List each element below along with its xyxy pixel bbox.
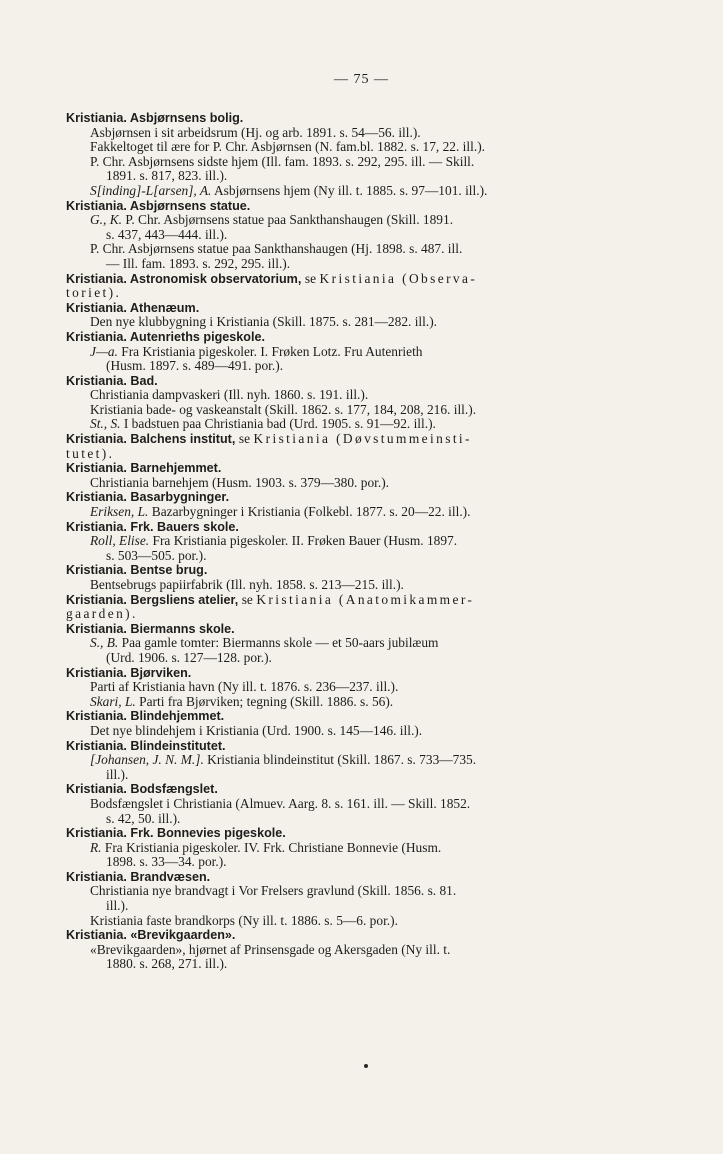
reference-entry: [66, 505, 632, 520]
reference-entry: [66, 403, 632, 418]
reference-author: Eriksen, L.: [90, 504, 149, 520]
heading-text: Kristiania. Astronomisk observatorium,: [66, 271, 302, 286]
see-word: se: [304, 270, 317, 286]
heading-text: Kristiania. Bergsliens atelier,: [66, 592, 239, 607]
entry-heading: [66, 111, 632, 126]
reference-entry: [66, 914, 632, 929]
entry-heading: [66, 928, 632, 943]
reference-entry: [66, 345, 632, 374]
reference-entry: [66, 943, 632, 972]
entry-heading: [66, 432, 632, 461]
reference-text-cont: (Urd. 1906. s. 127—128. por.).: [106, 649, 272, 665]
reference-entry: [66, 841, 632, 870]
reference-entry: [66, 315, 632, 330]
heading-text: Kristiania. Bjørviken.: [66, 665, 192, 680]
entry-heading: [66, 593, 632, 622]
reference-text: Bentsebrugs papiirfabrik (Ill. nyh. 1858. s. 213—215. ill.).: [90, 577, 404, 592]
reference-entry: [66, 155, 632, 184]
reference-text: Parti fra Bjørviken; tegning (Skill. 1886. s. 56).: [139, 693, 394, 709]
entry-heading: [66, 666, 632, 681]
index-entries: [66, 111, 632, 972]
reference-author: J—a.: [90, 343, 118, 359]
reference-text: I badstuen paa Christiania bad (Urd. 1905. s. 91—92. ill.).: [123, 416, 436, 432]
see-reference: Kristiania (Observa-: [319, 270, 478, 286]
reference-text: Fra Kristiania pigeskoler. IV. Frk. Christiane Bonnevie (Husm.: [104, 839, 442, 855]
see-reference-cont: toriet).: [66, 285, 122, 301]
reference-text: Bazarbygninger i Kristiania (Folkebl. 1877. s. 20—22. ill.).: [151, 504, 471, 520]
reference-entry: [66, 476, 632, 491]
reference-text: Christiania barnehjem (Husm. 1903. s. 379—380. por.).: [90, 474, 390, 490]
entry-heading: [66, 301, 632, 316]
entry-heading: [66, 199, 632, 214]
reference-entry: [66, 534, 632, 563]
heading-text: Kristiania. Brandvæsen.: [66, 869, 211, 884]
see-reference-cont: tutet).: [66, 445, 115, 461]
reference-entry: [66, 242, 632, 271]
reference-text-cont: ill.).: [106, 766, 129, 782]
reference-entry: [66, 213, 632, 242]
entry-heading: [66, 520, 632, 535]
reference-author: G., K.: [90, 212, 122, 228]
ink-dot: [364, 1064, 368, 1068]
reference-text: Fakkeltoget til ære for P. Chr. Asbjørnsen (N. fam.bl. 1882. s. 17, 22. ill.).: [90, 139, 485, 155]
reference-text: Christiania dampvaskeri (Ill. nyh. 1860. s. 191. ill.).: [90, 387, 369, 403]
reference-text-cont: 1880. s. 268, 271. ill.).: [106, 956, 228, 972]
entry-heading: [66, 272, 632, 301]
reference-entry: [66, 140, 632, 155]
reference-text-cont: 1898. s. 33—34. por.).: [106, 854, 227, 870]
reference-text: P. Chr. Asbjørnsens statue paa Sankthanshaugen (Hj. 1898. s. 487. ill.: [90, 241, 463, 257]
see-reference-cont: gaarden).: [66, 606, 138, 622]
reference-author: S[inding]-L[arsen], A.: [90, 182, 212, 198]
entry-heading: [66, 870, 632, 885]
heading-text: Kristiania. Blindeinstitutet.: [66, 738, 226, 753]
heading-text: Kristiania. Basarbygninger.: [66, 490, 230, 505]
reference-text: Fra Kristiania pigeskoler. I. Frøken Lotz. Fru Autenrieth: [121, 343, 423, 359]
reference-author: St., S.: [90, 416, 121, 432]
heading-text: Kristiania. Balchens institut,: [66, 432, 236, 447]
heading-text: Kristiania. Frk. Bauers skole.: [66, 519, 239, 534]
entry-heading: [66, 490, 632, 505]
reference-text: P. Chr. Asbjørnsens sidste hjem (Ill. fam. 1893. s. 292, 295. ill. — Skill.: [90, 153, 475, 169]
see-word: se: [238, 431, 251, 447]
reference-text-cont: s. 503—505. por.).: [106, 547, 207, 563]
reference-text: Parti af Kristiania havn (Ny ill. t. 1876. s. 236—237. ill.).: [90, 679, 399, 695]
reference-entry: [66, 184, 632, 199]
reference-text-cont: (Husm. 1897. s. 489—491. por.).: [106, 358, 284, 374]
heading-text: Kristiania. «Brevikgaarden».: [66, 928, 236, 943]
reference-author: R.: [90, 839, 102, 855]
entry-heading: [66, 782, 632, 797]
reference-text-cont: s. 437, 443—444. ill.).: [106, 226, 228, 242]
reference-text: Asbjørnsens hjem (Ny ill. t. 1885. s. 97—101. ill.).: [214, 182, 488, 198]
reference-entry: [66, 724, 632, 739]
entry-heading: [66, 826, 632, 841]
reference-text: Asbjørnsen i sit arbeidsrum (Hj. og arb. 1891. s. 54—56. ill.).: [90, 124, 421, 140]
reference-text-cont: ill.).: [106, 898, 129, 914]
reference-entry: [66, 126, 632, 141]
reference-text-cont: 1891. s. 817, 823. ill.).: [106, 168, 228, 184]
reference-text: Det nye blindehjem i Kristiania (Urd. 1900. s. 145—146. ill.).: [90, 722, 423, 738]
reference-author: Skari, L.: [90, 693, 136, 709]
reference-text: Kristiania blindeinstitut (Skill. 1867. s. 733—735.: [207, 752, 477, 768]
reference-text: Den nye klubbygning i Kristiania (Skill. 1875. s. 281—282. ill.).: [90, 314, 438, 330]
reference-entry: [66, 636, 632, 665]
heading-text: Kristiania. Biermanns skole.: [66, 621, 235, 636]
reference-author: S., B.: [90, 635, 119, 651]
heading-text: Kristiania. Frk. Bonnevies pigeskole.: [66, 826, 286, 841]
see-reference: Kristiania (Anatomikammer-: [256, 591, 475, 607]
entry-heading: [66, 374, 632, 389]
heading-text: Kristiania. Asbjørnsens statue.: [66, 198, 251, 213]
heading-text: Kristiania. Bad.: [66, 373, 158, 388]
reference-text: Christiania nye brandvagt i Vor Frelsers gravlund (Skill. 1856. s. 81.: [90, 883, 457, 899]
reference-entry: [66, 578, 632, 593]
heading-text: Kristiania. Athenæum.: [66, 300, 200, 315]
entry-heading: [66, 739, 632, 754]
entry-heading: [66, 622, 632, 637]
entry-heading: [66, 563, 632, 578]
reference-text-cont: s. 42, 50. ill.).: [106, 810, 181, 826]
reference-text-cont: — Ill. fam. 1893. s. 292, 295. ill.).: [106, 255, 291, 271]
reference-text: P. Chr. Asbjørnsens statue paa Sankthanshaugen (Skill. 1891.: [125, 212, 454, 228]
heading-text: Kristiania. Bentse brug.: [66, 563, 208, 578]
reference-entry: [66, 753, 632, 782]
heading-text: Kristiania. Blindehjemmet.: [66, 709, 225, 724]
reference-text: Kristiania faste brandkorps (Ny ill. t. 1886. s. 5—6. por.).: [90, 912, 398, 928]
heading-text: Kristiania. Barnehjemmet.: [66, 461, 222, 476]
heading-text: Kristiania. Asbjørnsens bolig.: [66, 111, 244, 125]
reference-text: «Brevikgaarden», hjørnet af Prinsensgade og Akersgaden (Ny ill. t.: [90, 941, 451, 957]
entry-heading: [66, 709, 632, 724]
see-word: se: [241, 591, 253, 607]
reference-entry: [66, 884, 632, 913]
page-number: — 75 —: [334, 72, 389, 87]
reference-author: Roll, Elise.: [90, 533, 150, 549]
reference-author: [Johansen, J. N. M.].: [90, 752, 204, 768]
reference-entry: [66, 680, 632, 695]
reference-text: Kristiania bade- og vaskeanstalt (Skill. 1862. s. 177, 184, 208, 216. ill.).: [90, 401, 477, 417]
reference-entry: [66, 417, 632, 432]
entry-heading: [66, 461, 632, 476]
heading-text: Kristiania. Autenrieths pigeskole.: [66, 329, 265, 344]
reference-text: Paa gamle tomter: Biermanns skole — et 50-aars jubilæum: [121, 635, 439, 651]
reference-text: Fra Kristiania pigeskoler. II. Frøken Bauer (Husm. 1897.: [152, 533, 458, 549]
reference-entry: [66, 388, 632, 403]
see-reference: Kristiania (Døvstummeinsti-: [253, 431, 472, 447]
reference-entry: [66, 695, 632, 710]
reference-text: Bodsfængslet i Christiania (Almuev. Aarg. 8. s. 161. ill. — Skill. 1852.: [90, 795, 471, 811]
heading-text: Kristiania. Bodsfængslet.: [66, 782, 218, 797]
reference-entry: [66, 797, 632, 826]
entry-heading: [66, 330, 632, 345]
